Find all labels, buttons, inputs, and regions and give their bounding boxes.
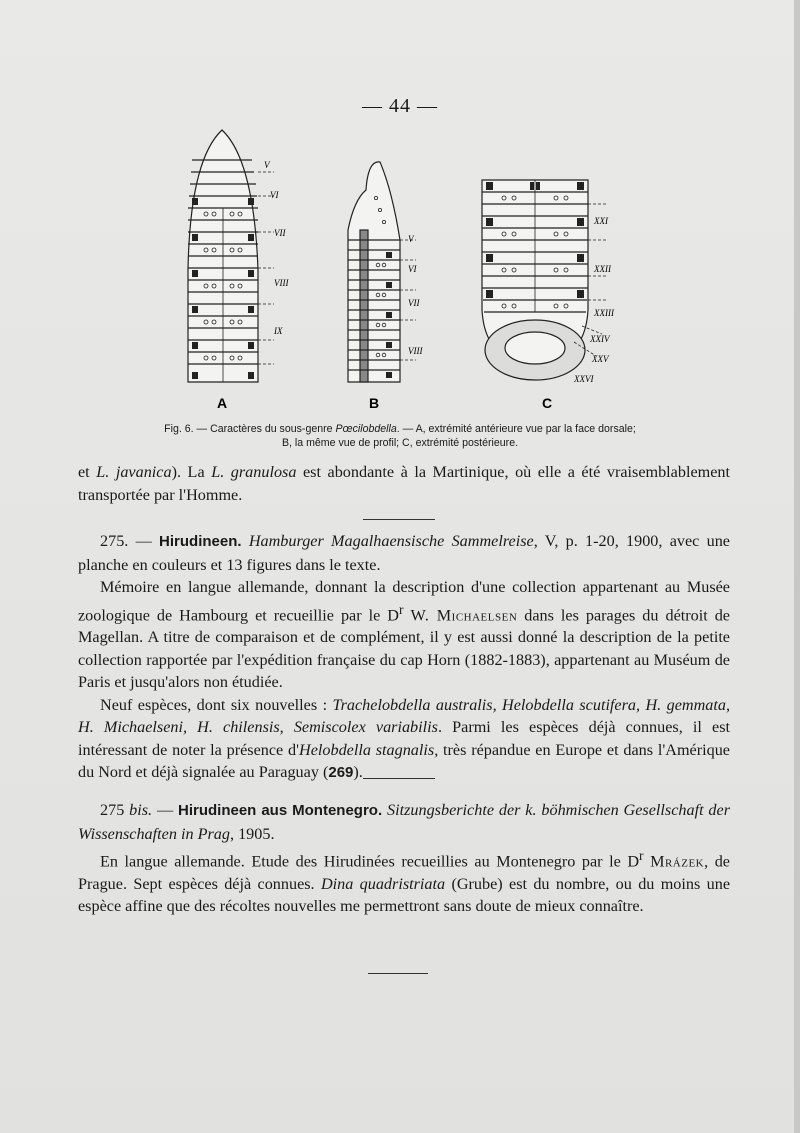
caption-prefix: Fig. 6. — Caractères du sous-genre — [164, 423, 336, 435]
text-run: ). La — [171, 463, 212, 481]
panel-label-a: A — [216, 395, 228, 411]
superscript: r — [398, 601, 404, 617]
entry-bis: bis. — [129, 801, 153, 819]
label-a-viii: VIII — [274, 278, 289, 288]
entry-dash: — — [152, 801, 178, 819]
panel-label-c: C — [541, 395, 553, 411]
entry-275-paragraph-3 — [78, 694, 730, 785]
entry-275-paragraph-2 — [78, 576, 730, 694]
text-run: En langue allemande. Etude des Hirudinées recueillies au Montenegro par le D — [100, 852, 640, 871]
label-c-xxii: XXII — [594, 264, 611, 274]
entry-number: 275 — [100, 801, 130, 819]
species-list: Trachelobdella australis, Helobdella scutifera, H. gemmata, H. Michaelseni, H. chilensis, Semiscolex variabilis — [78, 695, 730, 737]
paragraph-continuation — [78, 461, 730, 506]
label-b-vii: VII — [408, 298, 420, 308]
entry-title: Hirudineen aus Montenegro. — [178, 802, 383, 819]
label-b-v: V — [408, 234, 414, 244]
entry-275-bis-heading — [78, 799, 730, 845]
panel-c-drawing — [482, 180, 606, 380]
species-name: L. javanica — [96, 463, 172, 481]
person-name: W. Michaelsen — [410, 605, 518, 624]
text-run: très répandue en Europe et dans l'Amérique du Nord et déjà signalée au Paraguay ( — [78, 740, 730, 782]
person-name: Mrázek — [650, 852, 705, 871]
label-c-xxi: XXI — [594, 216, 608, 226]
page-number: — 44 — — [362, 95, 438, 117]
entry-title: Hirudineen. — [159, 533, 242, 550]
panel-a-drawing — [188, 130, 274, 382]
label-a-vi: VI — [270, 190, 279, 200]
text-run: Neuf espèces, dont six nouvelles : — [100, 695, 333, 714]
entry-journal: Sitzungsberichte der k. böhmischen Gesellschaft der Wissenschaften in Prag — [78, 801, 731, 843]
entry-details: , V, p. 1-20, 1900, avec une planche en couleurs et 13 figures dans le texte. — [78, 532, 730, 574]
label-c-xxv: XXV — [592, 354, 609, 364]
entry-dash: — — [128, 532, 160, 550]
text-run: est abondante à la Martinique, où elle a été vraisemblablement transportée par l'Homme. — [78, 463, 731, 504]
label-b-vi: VI — [408, 264, 417, 274]
text-run: Mémoire en langue allemande, donnant la description d'une collection appartenant au Musée zoologique de Hambourg et recueillie par le D — [78, 578, 730, 624]
text-run: ). — [353, 763, 363, 782]
label-b-viii: VIII — [408, 346, 423, 356]
figure-6 — [170, 120, 630, 420]
text-run: . Parmi les espèces déjà connues, il est intéressant de noter la présence d' — [78, 718, 731, 759]
figure-caption — [90, 422, 710, 450]
entry-275-heading — [78, 530, 730, 576]
entry-journal: Hamburger Magalhaensische Sammelreise — [248, 532, 534, 550]
entry-number: 275. — [100, 532, 129, 550]
species-name: L. granulosa — [211, 463, 297, 481]
reference-number: 269 — [328, 764, 354, 782]
text-run: et — [78, 463, 97, 481]
figure-illustration — [170, 120, 630, 420]
panel-b-drawing — [348, 162, 416, 382]
caption-genus: Pœcilobdella — [335, 423, 397, 435]
entry-275 — [78, 530, 730, 785]
section-divider — [368, 973, 428, 974]
species-name: Dina quadristriata — [320, 874, 446, 893]
entry-year: , 1905. — [229, 824, 275, 843]
label-a-v: V — [264, 160, 270, 170]
caption-line-2: B, la même vue de profil; C, extrémité postérieure. — [281, 437, 519, 449]
superscript: r — [639, 848, 644, 863]
label-c-xxiii: XXIII — [594, 308, 614, 318]
text-run: , de Prague. Sept espèces déjà connues. — [78, 852, 730, 893]
text-run: dans les parages du détroit de Magellan. A titre de comparaison et de complément, il y est aussi donné la description de la petite collection rapportée par l'expédition française du cap Horn (1882-1883), appartenant au Muséum de Paris et jusqu'alors non étudiée. — [78, 605, 730, 692]
label-c-xxiv: XXIV — [590, 334, 610, 344]
entry-275-bis — [78, 799, 730, 918]
section-divider — [363, 778, 435, 779]
caption-line-1 — [90, 422, 710, 436]
entry-275-bis-paragraph-2 — [78, 845, 730, 918]
label-a-vii: VII — [274, 228, 286, 238]
panel-label-b: B — [368, 395, 380, 411]
label-a-ix: IX — [274, 326, 283, 336]
species-name: Helobdella stagnalis, — [299, 740, 439, 759]
text-run: (Grube) est du nombre, ou du moins une espèce affine que des récoltes nouvelles me permettront sans doute de mieux connaître. — [78, 874, 730, 916]
label-c-xxvi: XXVI — [574, 374, 594, 384]
scan-edge-shadow — [794, 0, 800, 1133]
section-divider — [363, 519, 435, 520]
caption-suffix: . — A, extrémité antérieure vue par la face dorsale; — [396, 423, 636, 435]
